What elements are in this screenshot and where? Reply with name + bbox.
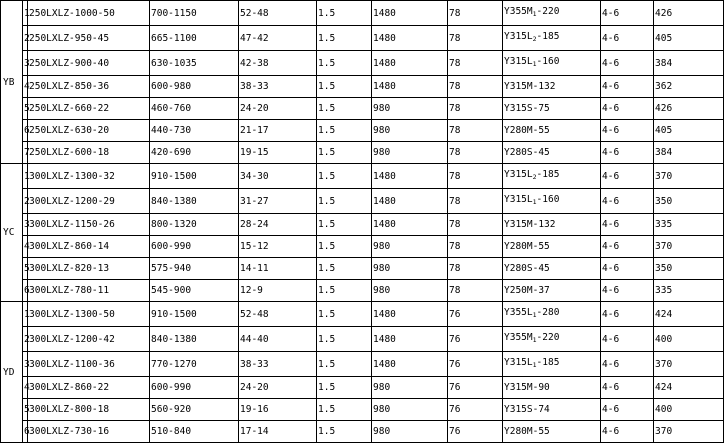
- weight-cell: 350: [654, 189, 724, 214]
- efficiency-cell: 78: [448, 142, 503, 164]
- weight-cell: 424: [654, 377, 724, 399]
- efficiency-cell: 78: [448, 51, 503, 76]
- value-cell: 1.5: [317, 51, 372, 76]
- table-row: [1, 1, 724, 26]
- flow-range-cell: 630-1035: [150, 51, 239, 76]
- motor-model-text: Y315L: [504, 357, 533, 368]
- flow-range-cell: 510-840: [150, 421, 239, 443]
- model-cell: 250LXLZ-850-36: [28, 76, 150, 98]
- range-cell: 4-6: [601, 399, 654, 421]
- weight-cell: 384: [654, 51, 724, 76]
- range-cell: 4-6: [601, 327, 654, 352]
- weight-cell: 426: [654, 1, 724, 26]
- speed-cell: 980: [372, 142, 448, 164]
- speed-cell: 1480: [372, 352, 448, 377]
- weight-cell: 400: [654, 327, 724, 352]
- row-number-cell: 4: [23, 236, 28, 258]
- motor-cell: [503, 76, 601, 98]
- speed-cell: 980: [372, 120, 448, 142]
- motor-model-text: Y315M-90: [504, 382, 550, 393]
- head-range-cell: 42-38: [239, 51, 317, 76]
- range-cell: 4-6: [601, 98, 654, 120]
- weight-cell: 370: [654, 236, 724, 258]
- value-cell: 1.5: [317, 189, 372, 214]
- table-row: [1, 421, 724, 443]
- motor-power-text: -220: [536, 332, 560, 343]
- range-cell: 4-6: [601, 120, 654, 142]
- head-range-cell: 24-20: [239, 98, 317, 120]
- speed-cell: 980: [372, 98, 448, 120]
- speed-cell: 1480: [372, 302, 448, 327]
- head-range-cell: 47-42: [239, 26, 317, 51]
- table-row: [1, 51, 724, 76]
- flow-range-cell: 910-1500: [150, 164, 239, 189]
- head-range-cell: 52-48: [239, 1, 317, 26]
- motor-cell: [503, 421, 601, 443]
- efficiency-cell: 78: [448, 1, 503, 26]
- table-row: [1, 189, 724, 214]
- flow-range-cell: 840-1380: [150, 327, 239, 352]
- motor-model-text: Y315L: [504, 169, 533, 180]
- range-cell: 4-6: [601, 76, 654, 98]
- motor-model-text: Y315L: [504, 194, 533, 205]
- motor-cell: [503, 352, 601, 377]
- weight-cell: 370: [654, 421, 724, 443]
- motor-cell: [503, 189, 601, 214]
- model-cell: 250LXLZ-900-40: [28, 51, 150, 76]
- efficiency-cell: 78: [448, 98, 503, 120]
- range-cell: 4-6: [601, 189, 654, 214]
- head-range-cell: 38-33: [239, 76, 317, 98]
- model-cell: 300LXLZ-1100-36: [28, 352, 150, 377]
- model-cell: 300LXLZ-860-22: [28, 377, 150, 399]
- motor-cell: [503, 214, 601, 236]
- row-number-cell: 4: [23, 377, 28, 399]
- model-cell: 250LXLZ-1000-50: [28, 1, 150, 26]
- motor-power-text: -185: [536, 357, 560, 368]
- speed-cell: 980: [372, 377, 448, 399]
- efficiency-cell: 78: [448, 214, 503, 236]
- motor-model-text: Y315L: [504, 56, 533, 67]
- motor-model-text: Y315M-132: [504, 81, 556, 92]
- motor-model-text: Y280M-55: [504, 241, 550, 252]
- weight-cell: 426: [654, 98, 724, 120]
- table-row: [1, 142, 724, 164]
- row-number-cell: 3: [23, 51, 28, 76]
- row-number-cell: 6: [23, 120, 28, 142]
- motor-power-text: -160: [536, 56, 560, 67]
- row-number-cell: 2: [23, 327, 28, 352]
- motor-subscript-text: 2: [532, 173, 537, 181]
- row-number-cell: 5: [23, 258, 28, 280]
- range-cell: 4-6: [601, 421, 654, 443]
- value-cell: 1.5: [317, 258, 372, 280]
- motor-cell: [503, 51, 601, 76]
- efficiency-cell: 76: [448, 352, 503, 377]
- efficiency-cell: 76: [448, 302, 503, 327]
- model-cell: 250LXLZ-630-20: [28, 120, 150, 142]
- efficiency-cell: 76: [448, 399, 503, 421]
- flow-range-cell: 420-690: [150, 142, 239, 164]
- table-row: [1, 302, 724, 327]
- row-number-cell: 6: [23, 280, 28, 302]
- head-range-cell: 21-17: [239, 120, 317, 142]
- speed-cell: 1480: [372, 214, 448, 236]
- efficiency-cell: 78: [448, 280, 503, 302]
- head-range-cell: 44-40: [239, 327, 317, 352]
- value-cell: 1.5: [317, 421, 372, 443]
- speed-cell: 1480: [372, 1, 448, 26]
- motor-cell: [503, 399, 601, 421]
- motor-subscript-text: 1: [532, 60, 537, 68]
- efficiency-cell: 78: [448, 164, 503, 189]
- motor-cell: [503, 142, 601, 164]
- motor-cell: [503, 1, 601, 26]
- table-row: [1, 26, 724, 51]
- model-cell: 300LXLZ-1200-29: [28, 189, 150, 214]
- model-cell: 300LXLZ-860-14: [28, 236, 150, 258]
- motor-subscript-text: 1: [532, 10, 537, 18]
- motor-cell: [503, 236, 601, 258]
- table-row: [1, 377, 724, 399]
- speed-cell: 980: [372, 421, 448, 443]
- value-cell: 1.5: [317, 302, 372, 327]
- motor-model-text: Y315S-74: [504, 404, 550, 415]
- flow-range-cell: 770-1270: [150, 352, 239, 377]
- weight-cell: 370: [654, 352, 724, 377]
- model-cell: 300LXLZ-1300-50: [28, 302, 150, 327]
- value-cell: 1.5: [317, 327, 372, 352]
- head-range-cell: 34-30: [239, 164, 317, 189]
- motor-power-text: -185: [536, 169, 560, 180]
- row-number-cell: 4: [23, 76, 28, 98]
- motor-subscript-text: 1: [532, 361, 537, 369]
- motor-model-text: Y355L: [504, 307, 533, 318]
- flow-range-cell: 665-1100: [150, 26, 239, 51]
- motor-power-text: -280: [536, 307, 560, 318]
- table-row: [1, 352, 724, 377]
- range-cell: 4-6: [601, 26, 654, 51]
- flow-range-cell: 460-760: [150, 98, 239, 120]
- head-range-cell: 24-20: [239, 377, 317, 399]
- model-cell: 250LXLZ-660-22: [28, 98, 150, 120]
- efficiency-cell: 78: [448, 26, 503, 51]
- row-number-cell: 2: [23, 189, 28, 214]
- motor-model-text: Y250M-37: [504, 285, 550, 296]
- head-range-cell: 19-15: [239, 142, 317, 164]
- motor-subscript-text: 1: [532, 311, 537, 319]
- flow-range-cell: 800-1320: [150, 214, 239, 236]
- speed-cell: 980: [372, 280, 448, 302]
- value-cell: 1.5: [317, 280, 372, 302]
- motor-model-text: Y315L: [504, 31, 533, 42]
- speed-cell: 1480: [372, 76, 448, 98]
- motor-model-text: Y280S-45: [504, 263, 550, 274]
- efficiency-cell: 76: [448, 377, 503, 399]
- group-label-cell: YB: [1, 1, 23, 164]
- value-cell: 1.5: [317, 142, 372, 164]
- weight-cell: 400: [654, 399, 724, 421]
- flow-range-cell: 440-730: [150, 120, 239, 142]
- motor-model-text: Y355M: [504, 6, 533, 17]
- flow-range-cell: 840-1380: [150, 189, 239, 214]
- motor-model-text: Y280S-45: [504, 147, 550, 158]
- value-cell: 1.5: [317, 352, 372, 377]
- table-row: [1, 399, 724, 421]
- efficiency-cell: 78: [448, 258, 503, 280]
- head-range-cell: 14-11: [239, 258, 317, 280]
- range-cell: 4-6: [601, 280, 654, 302]
- model-cell: 250LXLZ-950-45: [28, 26, 150, 51]
- head-range-cell: 52-48: [239, 302, 317, 327]
- value-cell: 1.5: [317, 76, 372, 98]
- flow-range-cell: 575-940: [150, 258, 239, 280]
- head-range-cell: 12-9: [239, 280, 317, 302]
- row-number-cell: 7: [23, 142, 28, 164]
- value-cell: 1.5: [317, 377, 372, 399]
- motor-cell: [503, 26, 601, 51]
- weight-cell: 350: [654, 258, 724, 280]
- row-number-cell: 1: [23, 164, 28, 189]
- motor-cell: [503, 258, 601, 280]
- group-label-cell: YC: [1, 164, 23, 302]
- motor-model-text: Y315S-75: [504, 103, 550, 114]
- flow-range-cell: 600-980: [150, 76, 239, 98]
- range-cell: 4-6: [601, 51, 654, 76]
- motor-model-text: Y315M-132: [504, 219, 556, 230]
- model-cell: 250LXLZ-600-18: [28, 142, 150, 164]
- group-label-cell: YD: [1, 302, 23, 443]
- row-number-cell: 3: [23, 352, 28, 377]
- efficiency-cell: 78: [448, 120, 503, 142]
- model-cell: 300LXLZ-800-18: [28, 399, 150, 421]
- range-cell: 4-6: [601, 352, 654, 377]
- speed-cell: 980: [372, 399, 448, 421]
- range-cell: 4-6: [601, 164, 654, 189]
- efficiency-cell: 76: [448, 421, 503, 443]
- head-range-cell: 31-27: [239, 189, 317, 214]
- value-cell: 1.5: [317, 1, 372, 26]
- speed-cell: 1480: [372, 164, 448, 189]
- speed-cell: 1480: [372, 26, 448, 51]
- range-cell: 4-6: [601, 1, 654, 26]
- range-cell: 4-6: [601, 142, 654, 164]
- row-number-cell: 5: [23, 98, 28, 120]
- head-range-cell: 19-16: [239, 399, 317, 421]
- weight-cell: 370: [654, 164, 724, 189]
- value-cell: 1.5: [317, 120, 372, 142]
- motor-cell: [503, 327, 601, 352]
- motor-cell: [503, 377, 601, 399]
- speed-cell: 1480: [372, 327, 448, 352]
- range-cell: 4-6: [601, 258, 654, 280]
- range-cell: 4-6: [601, 214, 654, 236]
- model-cell: 300LXLZ-1300-32: [28, 164, 150, 189]
- row-number-cell: 1: [23, 1, 28, 26]
- motor-cell: [503, 120, 601, 142]
- weight-cell: 405: [654, 120, 724, 142]
- table-row: [1, 120, 724, 142]
- efficiency-cell: 76: [448, 327, 503, 352]
- table-row: [1, 214, 724, 236]
- range-cell: 4-6: [601, 302, 654, 327]
- head-range-cell: 28-24: [239, 214, 317, 236]
- flow-range-cell: 600-990: [150, 236, 239, 258]
- table-row: [1, 258, 724, 280]
- weight-cell: 335: [654, 280, 724, 302]
- efficiency-cell: 78: [448, 236, 503, 258]
- value-cell: 1.5: [317, 236, 372, 258]
- motor-subscript-text: 1: [532, 336, 537, 344]
- weight-cell: 424: [654, 302, 724, 327]
- flow-range-cell: 560-920: [150, 399, 239, 421]
- motor-power-text: -160: [536, 194, 560, 205]
- flow-range-cell: 910-1500: [150, 302, 239, 327]
- table-row: [1, 236, 724, 258]
- motor-cell: [503, 302, 601, 327]
- model-cell: 300LXLZ-1200-42: [28, 327, 150, 352]
- value-cell: 1.5: [317, 98, 372, 120]
- motor-cell: [503, 164, 601, 189]
- motor-subscript-text: 2: [532, 35, 537, 43]
- motor-subscript-text: 1: [532, 198, 537, 206]
- value-cell: 1.5: [317, 26, 372, 51]
- value-cell: 1.5: [317, 214, 372, 236]
- row-number-cell: 3: [23, 214, 28, 236]
- weight-cell: 335: [654, 214, 724, 236]
- weight-cell: 405: [654, 26, 724, 51]
- row-number-cell: 1: [23, 302, 28, 327]
- head-range-cell: 38-33: [239, 352, 317, 377]
- row-number-cell: 6: [23, 421, 28, 443]
- motor-cell: [503, 98, 601, 120]
- speed-cell: 980: [372, 258, 448, 280]
- motor-cell: [503, 280, 601, 302]
- model-cell: 300LXLZ-1150-26: [28, 214, 150, 236]
- motor-model-text: Y280M-55: [504, 426, 550, 437]
- model-cell: 300LXLZ-820-13: [28, 258, 150, 280]
- motor-power-text: -185: [536, 31, 560, 42]
- table-row: [1, 98, 724, 120]
- speed-cell: 1480: [372, 51, 448, 76]
- model-cell: 300LXLZ-780-11: [28, 280, 150, 302]
- head-range-cell: 15-12: [239, 236, 317, 258]
- table-row: [1, 327, 724, 352]
- table-row: [1, 164, 724, 189]
- weight-cell: 362: [654, 76, 724, 98]
- table-row: [1, 76, 724, 98]
- row-number-cell: 2: [23, 26, 28, 51]
- speed-cell: 980: [372, 236, 448, 258]
- flow-range-cell: 600-990: [150, 377, 239, 399]
- flow-range-cell: 545-900: [150, 280, 239, 302]
- weight-cell: 384: [654, 142, 724, 164]
- efficiency-cell: 78: [448, 189, 503, 214]
- speed-cell: 1480: [372, 189, 448, 214]
- range-cell: 4-6: [601, 377, 654, 399]
- efficiency-cell: 78: [448, 76, 503, 98]
- motor-model-text: Y355M: [504, 332, 533, 343]
- motor-model-text: Y280M-55: [504, 125, 550, 136]
- value-cell: 1.5: [317, 164, 372, 189]
- row-number-cell: 5: [23, 399, 28, 421]
- flow-range-cell: 700-1150: [150, 1, 239, 26]
- range-cell: 4-6: [601, 236, 654, 258]
- table-row: [1, 280, 724, 302]
- value-cell: 1.5: [317, 399, 372, 421]
- model-cell: 300LXLZ-730-16: [28, 421, 150, 443]
- head-range-cell: 17-14: [239, 421, 317, 443]
- motor-power-text: -220: [536, 6, 560, 17]
